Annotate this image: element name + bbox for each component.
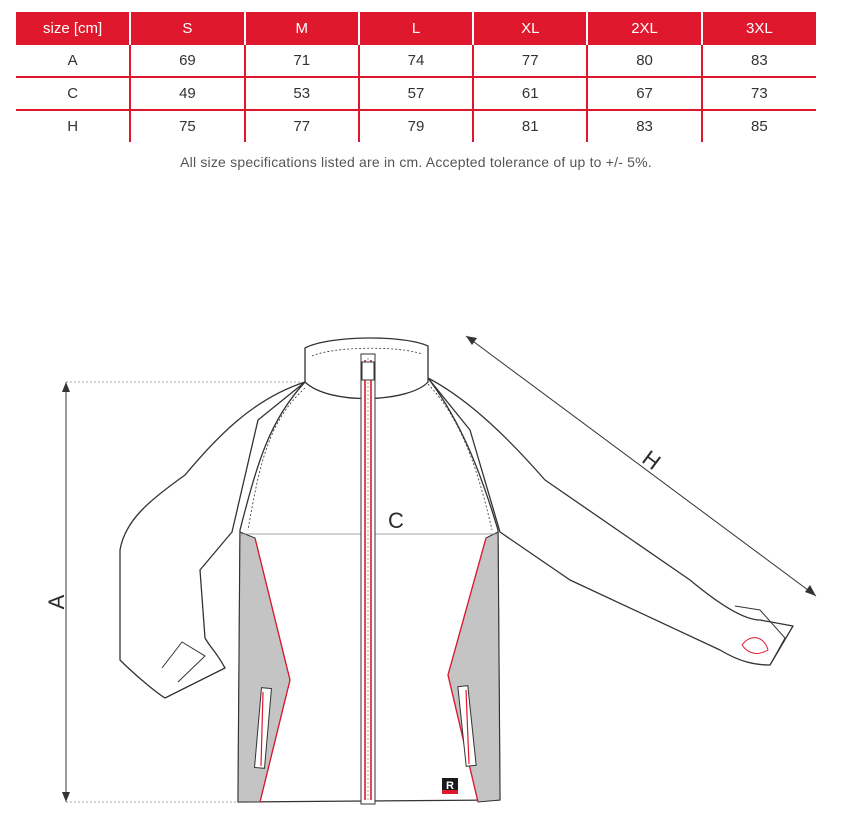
table-cell: 85 <box>702 110 816 142</box>
dimension-h-label: H <box>637 445 666 475</box>
header-cell: size [cm] <box>16 12 130 45</box>
table-cell: 83 <box>587 110 701 142</box>
table-cell: 75 <box>130 110 244 142</box>
brand-logo <box>442 778 458 794</box>
table-cell: 81 <box>473 110 587 142</box>
header-cell: M <box>245 12 359 45</box>
row-label-cell: C <box>16 77 130 110</box>
table-cell: 67 <box>587 77 701 110</box>
table-cell: 77 <box>473 45 587 77</box>
table-cell: 61 <box>473 77 587 110</box>
header-cell: XL <box>473 12 587 45</box>
table-cell: 53 <box>245 77 359 110</box>
header-cell: 3XL <box>702 12 816 45</box>
table-cell: 57 <box>359 77 473 110</box>
table-row <box>16 45 816 77</box>
table-cell: 74 <box>359 45 473 77</box>
size-chart-table <box>16 12 816 142</box>
table-cell: 83 <box>702 45 816 77</box>
tolerance-note: All size specifications listed are in cm. Accepted tolerance of up to +/- 5%. <box>180 154 652 170</box>
table-cell: 80 <box>587 45 701 77</box>
jacket-measurement-diagram <box>0 320 842 825</box>
center-zipper <box>361 354 375 804</box>
header-cell: 2XL <box>587 12 701 45</box>
header-cell: L <box>359 12 473 45</box>
table-cell: 77 <box>245 110 359 142</box>
table-row <box>16 110 816 142</box>
dimension-c-label: C <box>388 508 404 533</box>
table-cell: 73 <box>702 77 816 110</box>
dimension-a-label: A <box>44 594 69 610</box>
size-chart-header-row <box>16 12 816 45</box>
row-label-cell: H <box>16 110 130 142</box>
table-cell: 71 <box>245 45 359 77</box>
table-cell: 49 <box>130 77 244 110</box>
row-label-cell: A <box>67 52 78 69</box>
table-cell: 79 <box>359 110 473 142</box>
table-cell: 69 <box>130 45 244 77</box>
jacket-outline <box>120 338 793 802</box>
header-cell: S <box>130 12 244 45</box>
brand-logo-letter: R <box>446 780 454 792</box>
table-row <box>16 77 816 110</box>
